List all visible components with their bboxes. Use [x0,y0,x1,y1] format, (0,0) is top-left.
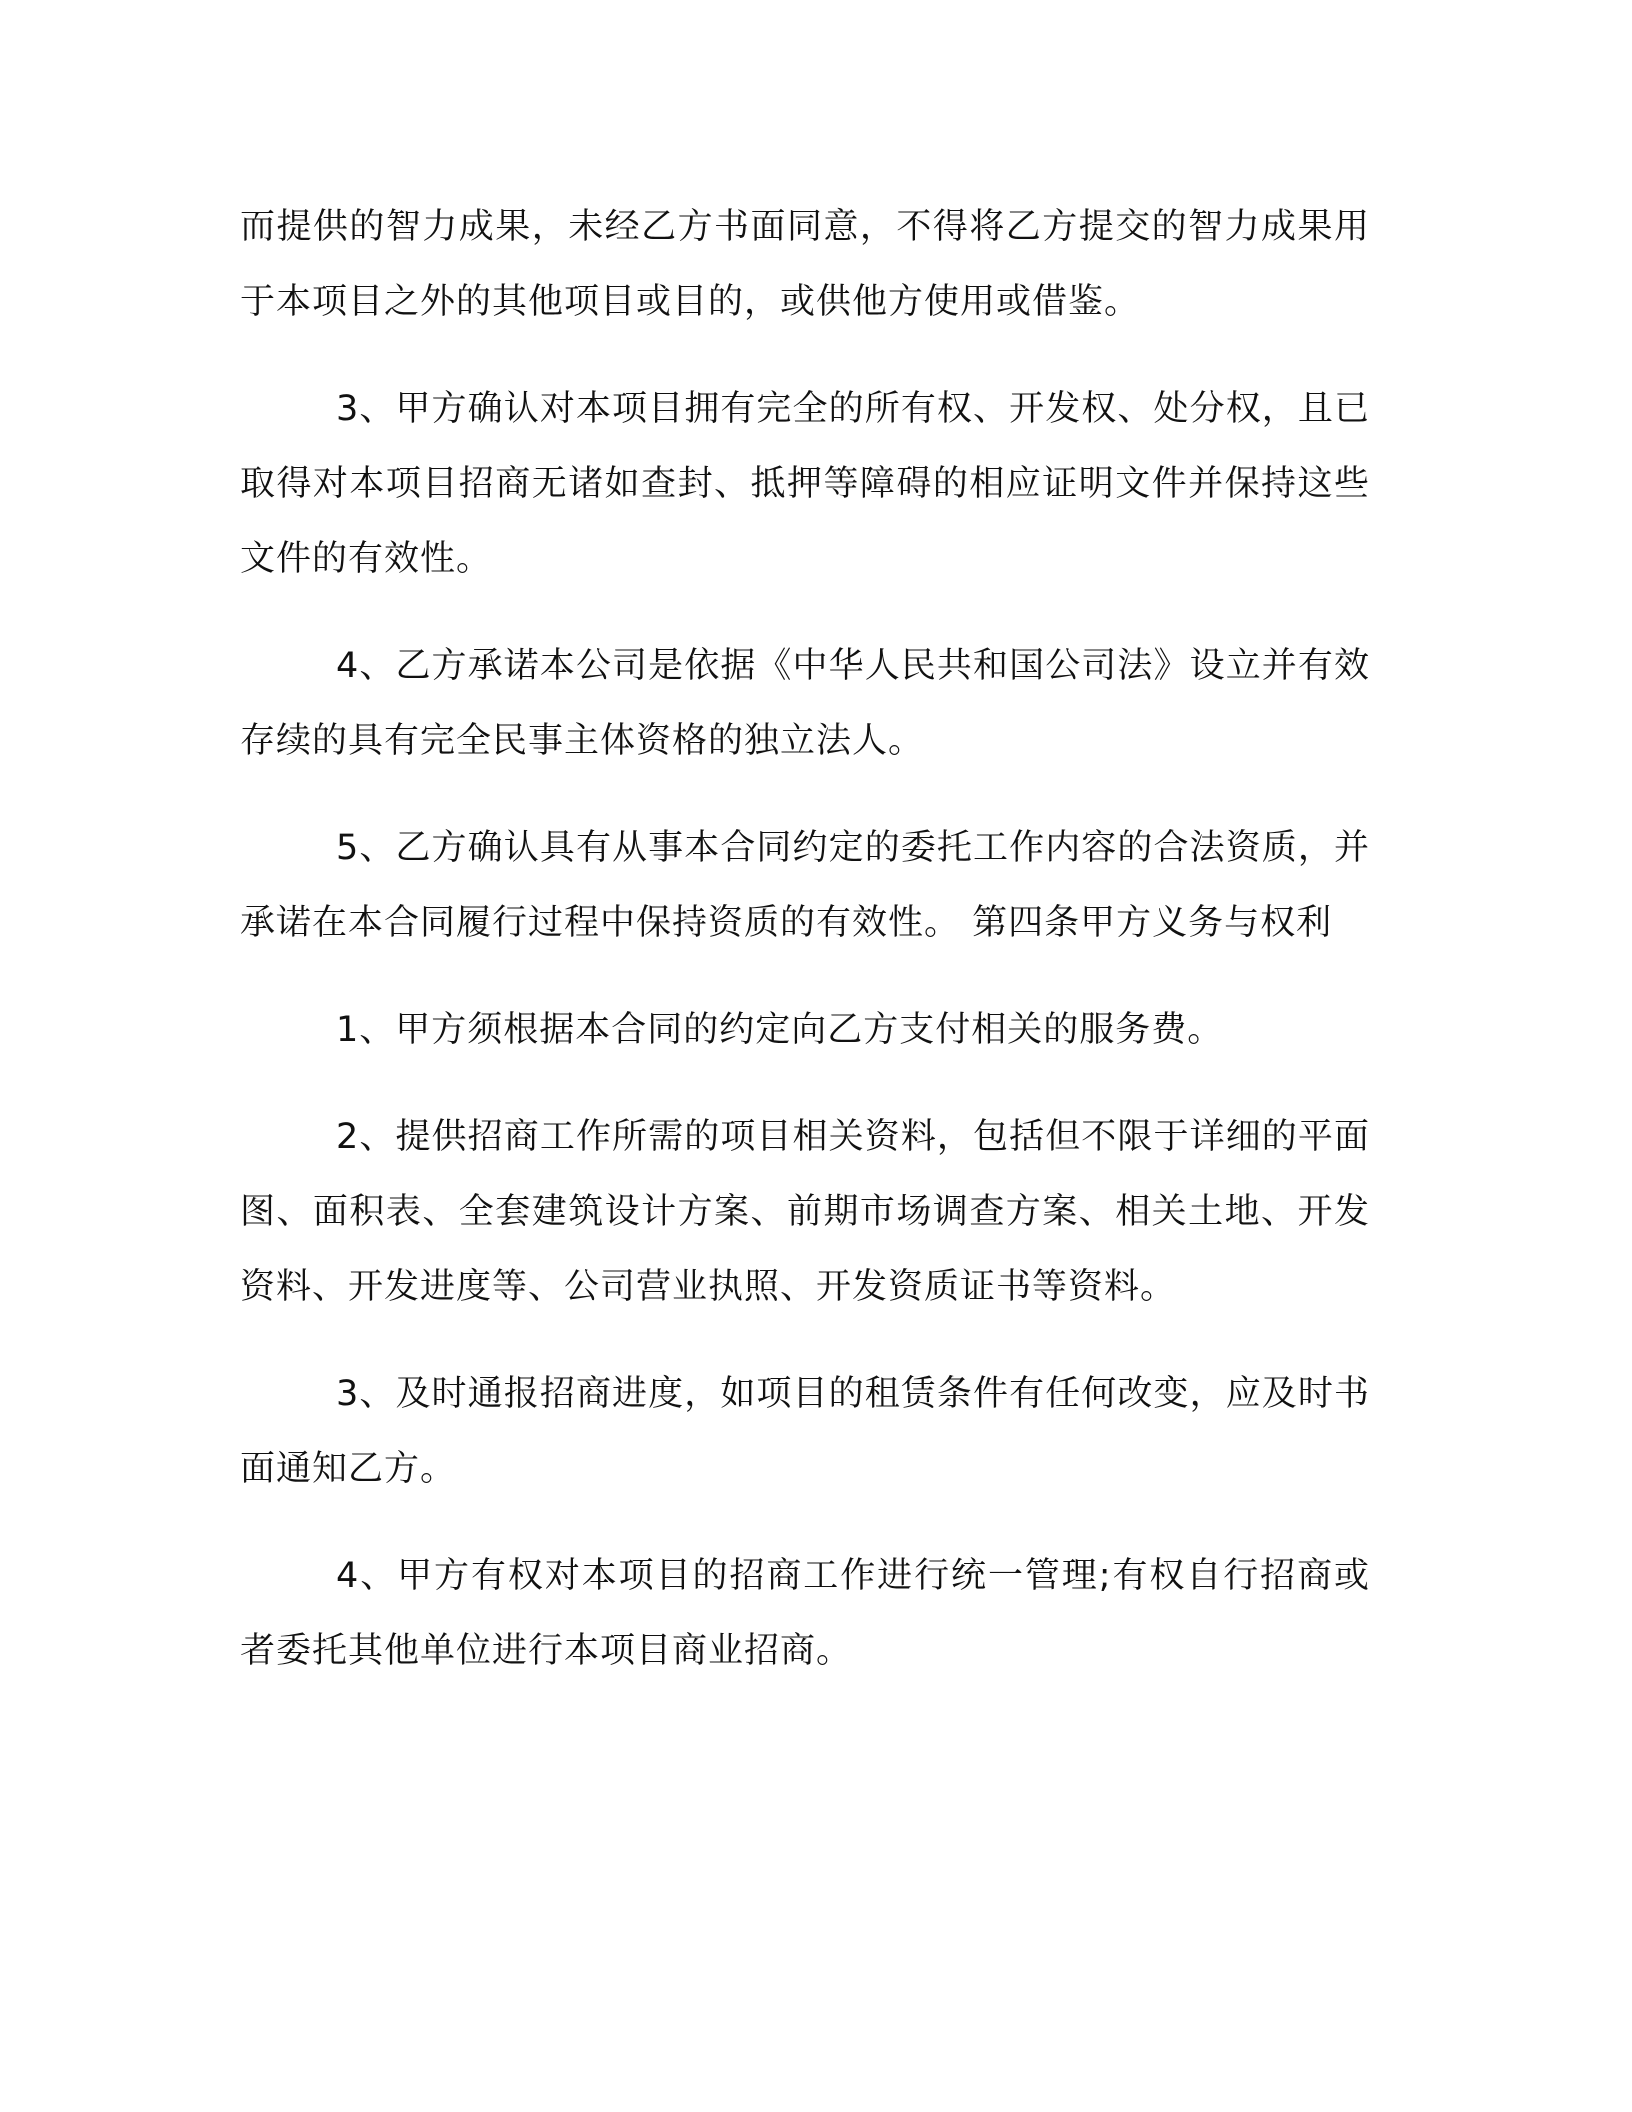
paragraph-clause-5: 5、乙方确认具有从事本合同约定的委托工作内容的合法资质，并承诺在本合同履行过程中保持资质的有效性。 第四条甲方义务与权利 [240,828,1370,943]
paragraph-continuation: 而提供的智力成果，未经乙方书面同意，不得将乙方提交的智力成果用于本项目之外的其他项目或目的，或供他方使用或借鉴。 [240,207,1370,322]
paragraph-clause-3: 3、甲方确认对本项目拥有完全的所有权、开发权、处分权，且已取得对本项目招商无诸如查封、抵押等障碍的相应证明文件并保持这些文件的有效性。 [240,389,1370,579]
paragraph-obligation-4: 4、甲方有权对本项目的招商工作进行统一管理;有权自行招商或者委托其他单位进行本项目商业招商。 [240,1556,1370,1671]
paragraph-obligation-1: 1、甲方须根据本合同的约定向乙方支付相关的服务费。 [336,1010,1224,1050]
document-page [240,190,1370,1721]
paragraph-clause-4: 4、乙方承诺本公司是依据《中华人民共和国公司法》设立并有效存续的具有完全民事主体资格的独立法人。 [240,646,1370,761]
paragraph-obligation-2: 2、提供招商工作所需的项目相关资料，包括但不限于详细的平面图、面积表、全套建筑设计方案、前期市场调查方案、相关土地、开发资料、开发进度等、公司营业执照、开发资质证书等资料。 [240,1117,1370,1307]
paragraph-obligation-3: 3、及时通报招商进度，如项目的租赁条件有任何改变，应及时书面通知乙方。 [240,1374,1370,1489]
